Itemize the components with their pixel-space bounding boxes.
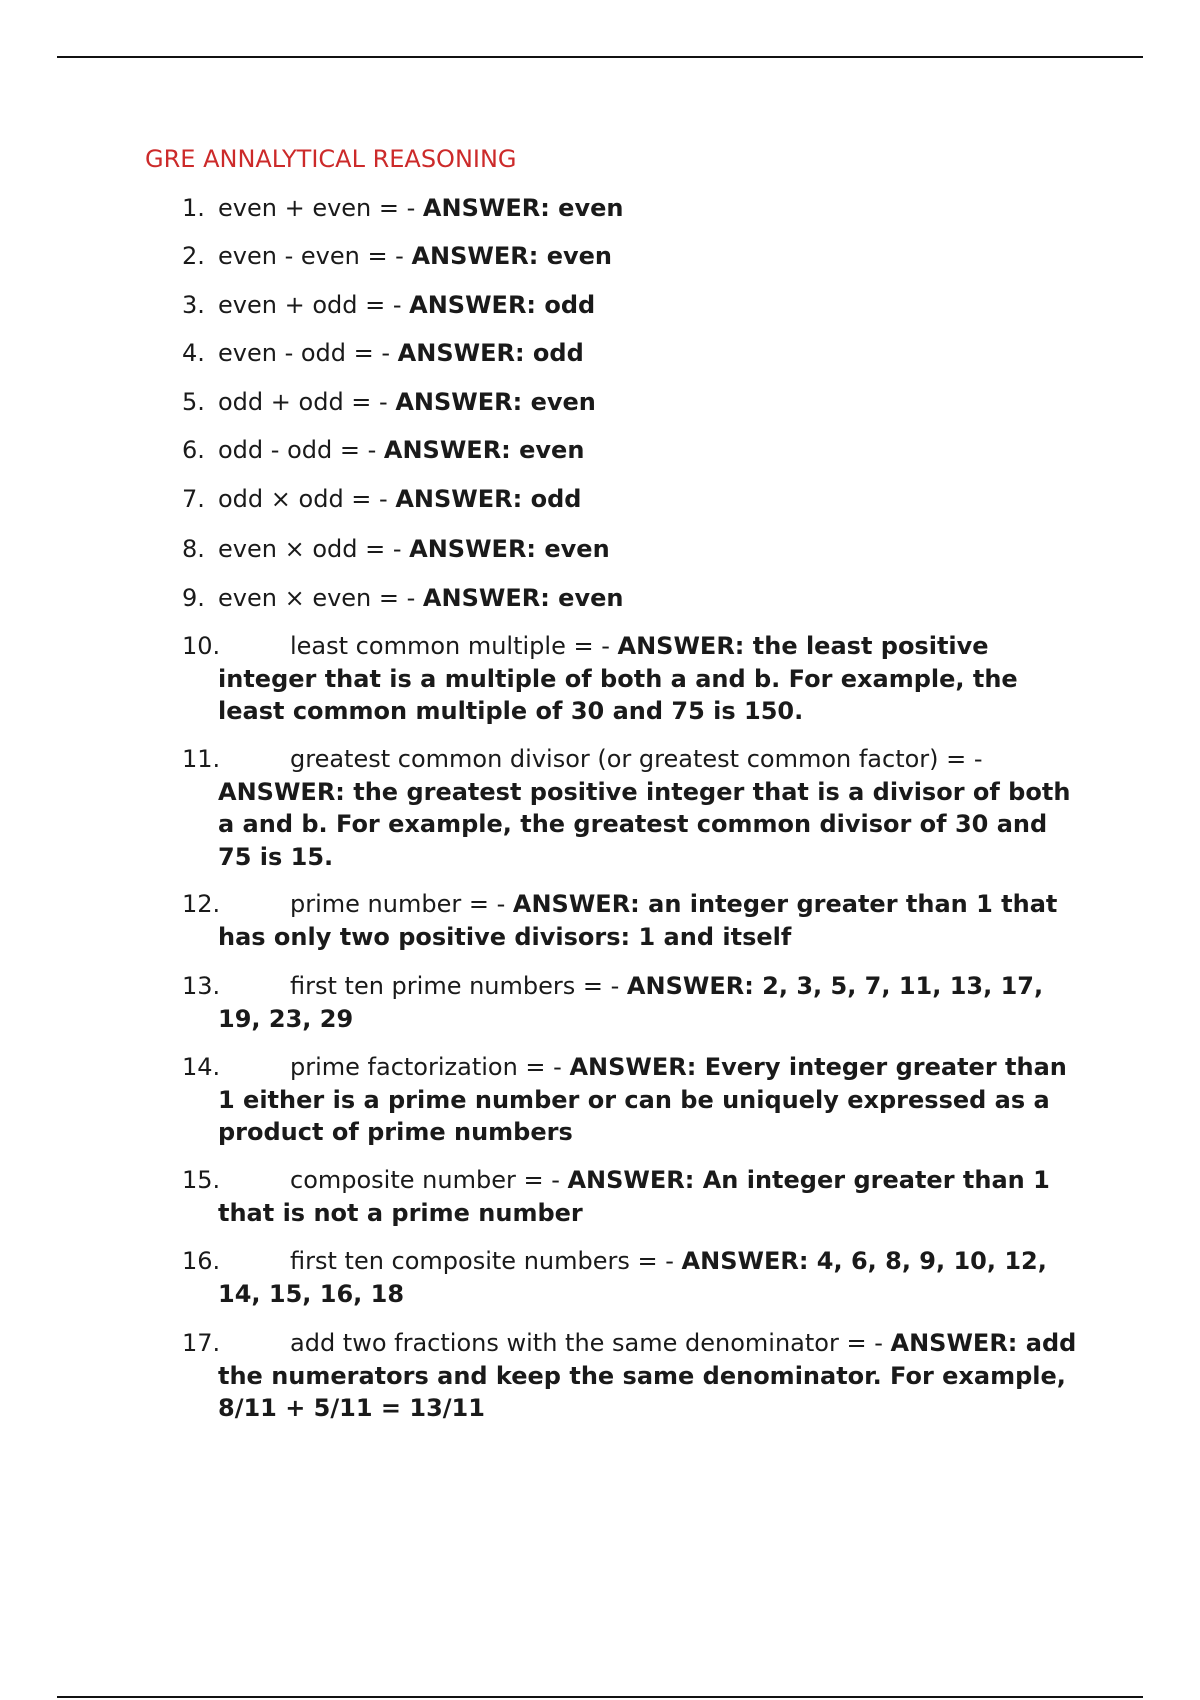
item-number: 12. <box>182 890 221 918</box>
document-title: GRE ANNALYTICAL REASONING <box>145 145 517 173</box>
item-text <box>218 289 1088 322</box>
item-answer: ANSWER: the greatest positive integer that is a divisor of both a and b. For example, the greatest common divisor of 30 and 75 is 15. <box>218 777 1071 871</box>
item-term: odd × odd = - <box>218 485 396 513</box>
item-answer: ANSWER: even <box>383 436 585 464</box>
top-rule <box>57 56 1143 58</box>
item-answer: ANSWER: odd <box>409 291 596 319</box>
item-answer: ANSWER: An integer greater than 1 that is not a prime number <box>218 1166 1050 1227</box>
item-text <box>218 1245 1088 1310</box>
item-text <box>218 192 1088 225</box>
bottom-rule <box>57 1696 1143 1698</box>
item-answer: ANSWER: even <box>409 535 610 563</box>
item-answer: ANSWER: odd <box>397 339 584 367</box>
item-term: even + even = - <box>218 194 423 222</box>
item-term: even × odd = - <box>218 535 410 563</box>
item-term: even + odd = - <box>218 291 410 319</box>
item-number: 17. <box>182 1329 221 1357</box>
item-text <box>218 970 1088 1035</box>
item-answer: ANSWER: add the numerators and keep the same denominator. For example, 8/11 + 5/11 = 13/11 <box>218 1329 1077 1422</box>
item-term: first ten composite numbers = - <box>290 1247 682 1275</box>
item-answer: ANSWER: odd <box>395 485 582 513</box>
item-number: 15. <box>182 1166 221 1194</box>
item-term: add two fractions with the same denominator = - <box>290 1329 891 1357</box>
item-term: prime number = - <box>290 890 513 918</box>
item-text <box>218 434 1088 467</box>
item-number: 4. <box>182 339 205 367</box>
item-term: odd - odd = - <box>218 436 384 464</box>
item-number: 5. <box>182 388 205 416</box>
item-term: greatest common divisor (or greatest common factor) = - <box>290 745 983 773</box>
item-text <box>218 1051 1088 1149</box>
item-term: even - odd = - <box>218 339 398 367</box>
item-answer: ANSWER: even <box>422 584 624 612</box>
item-text <box>218 483 1088 516</box>
item-number: 14. <box>182 1053 221 1081</box>
item-answer: ANSWER: 2, 3, 5, 7, 11, 13, 17, 19, 23, 29 <box>218 972 1044 1033</box>
item-term: prime factorization = - <box>290 1053 570 1081</box>
item-number: 7. <box>182 485 205 513</box>
item-answer: ANSWER: even <box>395 388 596 416</box>
item-number: 10. <box>182 632 221 660</box>
item-text <box>218 743 1088 873</box>
item-term: odd + odd = - <box>218 388 396 416</box>
item-text <box>218 337 1088 370</box>
item-text <box>218 582 1088 615</box>
item-term: composite number = - <box>290 1166 568 1194</box>
item-term: least common multiple = - <box>290 632 618 660</box>
item-text <box>218 386 1088 419</box>
item-term: even × even = - <box>218 584 423 612</box>
item-answer: ANSWER: even <box>411 242 612 270</box>
item-answer: ANSWER: 4, 6, 8, 9, 10, 12, 14, 15, 16, 18 <box>218 1247 1047 1308</box>
item-number: 3. <box>182 291 205 319</box>
item-answer: ANSWER: the least positive integer that is a multiple of both a and b. For example, the least common multiple of 30 and 75 is 150. <box>218 632 1018 725</box>
item-number: 1. <box>182 194 205 222</box>
item-number: 8. <box>182 535 205 563</box>
item-term: first ten prime numbers = - <box>290 972 627 1000</box>
item-number: 9. <box>182 584 205 612</box>
item-text <box>218 1164 1088 1229</box>
item-number: 13. <box>182 972 221 1000</box>
item-number: 6. <box>182 436 205 464</box>
item-answer: ANSWER: an integer greater than 1 that has only two positive divisors: 1 and itself <box>218 890 1058 951</box>
item-answer: ANSWER: even <box>422 194 624 222</box>
item-answer: ANSWER: Every integer greater than 1 either is a prime number or can be uniquely expressed as a product of prime numbers <box>218 1053 1067 1146</box>
item-text <box>218 630 1088 728</box>
item-text <box>218 888 1088 953</box>
item-text <box>218 533 1088 566</box>
item-term: even - even = - <box>218 242 412 270</box>
item-number: 2. <box>182 242 205 270</box>
item-text <box>218 1327 1088 1425</box>
item-number: 11. <box>182 745 221 773</box>
item-number: 16. <box>182 1247 221 1275</box>
item-text <box>218 240 1088 273</box>
